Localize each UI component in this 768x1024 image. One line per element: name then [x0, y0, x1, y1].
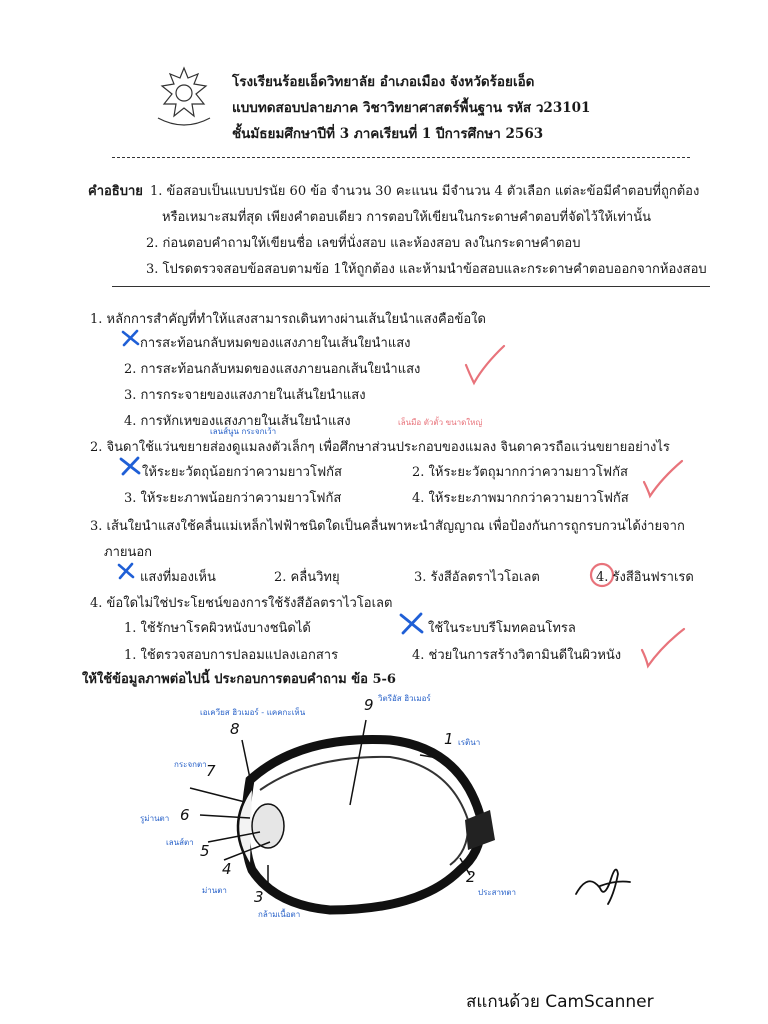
signature [570, 854, 636, 910]
q2-stem: 2. จินดาใช้แว่นขยายส่องดูแมลงตัวเล็กๆ เพื่อศึกษาส่วนประกอบของแมลง จินดาควรถือแว่นขยายอย่างไร [90, 440, 670, 455]
checkmark-icon [638, 626, 688, 670]
q2-choice-3: 3. ให้ระยะภาพน้อยกว่าความยาวโฟกัส [124, 491, 342, 506]
scanner-footer: สแกนด้วย CamScanner [466, 992, 654, 1012]
q3-choice-4: 4. รังสีอินฟราเรด [596, 570, 694, 585]
eye-label-5: 5 [200, 842, 210, 860]
q1-stem: 1. หลักการสำคัญที่ทำให้แสงสามารถเดินทางผ่านเส้นใยนำแสงคือข้อใด [90, 312, 486, 327]
eye-label-2: 2 [466, 868, 476, 886]
eye-label-1: 1 [444, 730, 454, 748]
instruction-1: 1. ข้อสอบเป็นแบบปรนัย 60 ข้อ จำนวน 30 คะแนน มีจำนวน 4 ตัวเลือก แต่ละข้อมีคำตอบที่ถูกต้อง [150, 184, 700, 199]
lens [252, 804, 284, 848]
q3-stem: 3. เส้นใยนำแสงใช้คลื่นแม่เหล็กไฟฟ้าชนิดใดเป็นคลื่นพาหะนำสัญญาณ เพื่อป้องกันการถูกรบกวนได้ง่ายจาก [90, 519, 685, 534]
q4-choice-2: ใช้ในระบบรีโมทคอนโทรล [428, 621, 576, 636]
eye-label-3: 3 [254, 888, 264, 906]
eye-label-8: 8 [230, 720, 240, 738]
cross-mark-icon [398, 612, 426, 636]
instructions-divider [112, 286, 710, 287]
eye-label-6: 6 [180, 806, 190, 824]
cross-mark-icon [120, 329, 142, 347]
cross-mark-icon [116, 562, 136, 580]
eye-label-4: 4 [222, 860, 232, 878]
q1-choice-1: การสะท้อนกลับหมดของแสงภายในเส้นใยนำแสง [140, 336, 411, 351]
q3-choice-1: แสงที่มองเห็น [140, 570, 216, 585]
eye-note-2: ประสาทตา [478, 888, 517, 897]
q3-choice-2: 2. คลื่นวิทยุ [274, 570, 340, 585]
q3-choice-3: 3. รังสีอัลตราไวโอเลต [414, 570, 540, 585]
instruction-3: 3. โปรดตรวจสอบข้อสอบตามข้อ 1ให้ถูกต้อง และห้ามนำข้อสอบและกระดาษคำตอบออกจากห้องสอบ [146, 262, 707, 277]
q1-choice-2: 2. การสะท้อนกลับหมดของแสงภายนอกเส้นใยนำแสง [124, 362, 421, 377]
eye-note-6: รูม่านตา [140, 814, 170, 823]
eye-note-5: เลนส์ตา [166, 838, 194, 847]
q4-stem: 4. ข้อใดไม่ใช่ประโยชน์ของการใช้รังสีอัลตราไวโอเลต [90, 596, 393, 611]
cross-mark-icon [118, 456, 144, 476]
instruction-1b: หรือเหมาะสมที่สุด เพียงคำตอบเดียว การตอบให้เขียนในกระดาษคำตอบที่จัดไว้ให้เท่านั้น [162, 210, 651, 225]
eye-note-4: ม่านตา [202, 886, 227, 895]
q2-annotation-1: เลนส์นูน กระจกเว้า [210, 427, 277, 436]
eye-label-7: 7 [206, 762, 216, 780]
eye-note-3: กล้ามเนื้อตา [258, 910, 301, 919]
eye-note-7: กระจกตา [174, 760, 207, 769]
q4-choice-4: 4. ช่วยในการสร้างวิตามินดีในผิวหนัง [412, 648, 622, 663]
header-divider [112, 157, 690, 158]
diagram-intro: ให้ใช้ข้อมูลภาพต่อไปนี้ ประกอบการตอบคำถาม ข้อ 5-6 [82, 672, 396, 687]
school-seal-icon [148, 62, 220, 134]
eye-label-9: 9 [364, 696, 374, 714]
school-name: โรงเรียนร้อยเอ็ดวิทยาลัย อำเภอเมือง จังหวัดร้อยเอ็ด [232, 74, 535, 90]
checkmark-icon [640, 458, 686, 500]
exam-title: แบบทดสอบปลายภาค วิชาวิทยาศาสตร์พื้นฐาน รหัส ว23101 [232, 100, 591, 116]
q4-choice-3: 1. ใช้ตรวจสอบการปลอมแปลงเอกสาร [124, 648, 339, 663]
q1-choice-4: 4. การหักเหของแสงภายในเส้นใยนำแสง [124, 414, 351, 429]
eye-note-1: เรตินา [458, 738, 481, 747]
q2-choice-2: 2. ให้ระยะวัตถุมากกว่าความยาวโฟกัส [412, 465, 628, 480]
q2-choice-4: 4. ให้ระยะภาพมากกว่าความยาวโฟกัส [412, 491, 629, 506]
eye-note-9: วิตรีอัส ฮิวเมอร์ [378, 694, 431, 703]
q2-annotation-2: เล็นมือ ตัวตั้ว ขนาดใหญ่ [398, 418, 483, 427]
instruction-2: 2. ก่อนตอบคำถามให้เขียนชื่อ เลขที่นั่งสอบ และห้องสอบ ลงในกระดาษคำตอบ [146, 236, 581, 251]
eye-note-8: เอเควียส ฮิวเมอร์ - แคคกะเห็น [200, 708, 306, 717]
q4-choice-1: 1. ใช้รักษาโรคผิวหนังบางชนิดได้ [124, 621, 311, 636]
q1-choice-3: 3. การกระจายของแสงภายในเส้นใยนำแสง [124, 388, 366, 403]
q3-stem-cont: ภายนอก [104, 545, 153, 560]
q2-choice-1: ให้ระยะวัตถุน้อยกว่าความยาวโฟกัส [142, 465, 342, 480]
checkmark-icon [462, 343, 508, 387]
exam-level: ชั้นมัธยมศึกษาปีที่ 3 ภาคเรียนที่ 1 ปีการศึกษา 2563 [232, 126, 544, 142]
instructions-label: คำอธิบาย [88, 184, 143, 199]
